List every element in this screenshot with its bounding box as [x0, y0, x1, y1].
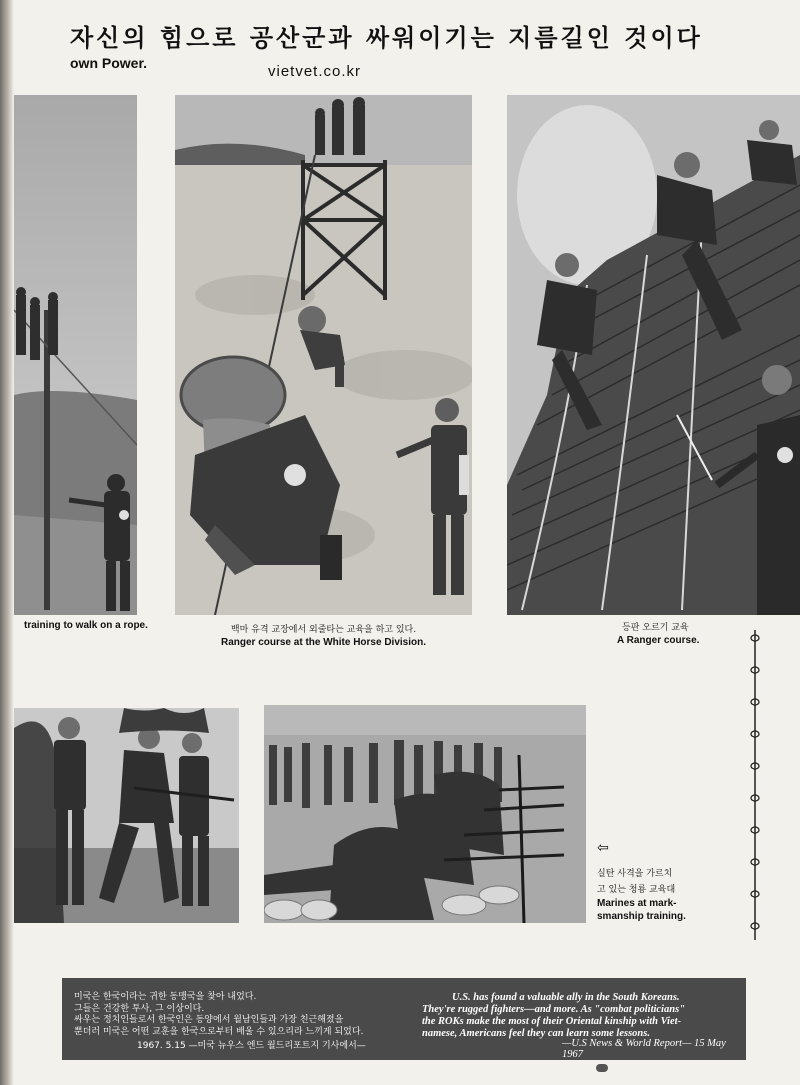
banner-ko-line: 미국은 한국이라는 귀한 동맹국을 찾아 내었다. [74, 992, 257, 1002]
page-headline: 자신의 힘으로 공산군과 싸워이기는 지름길인 것이다 [70, 24, 703, 52]
caption-ranger-ko: 백마 유격 교장에서 외줄타는 교육을 하고 있다. [230, 625, 417, 635]
banner-en-line: U.S. has found a valuable ally in the South Koreans. [452, 992, 680, 1003]
banner-ko-line: 싸우는 정치인들로서 한국인은 동양에서 월남인들과 가장 친근해졌을 [74, 1015, 344, 1025]
caption-ranger-en: Ranger course at the White Horse Division. [220, 637, 427, 648]
banner-english-source: —U.S News & World Report— 15 May 1967 [562, 1038, 726, 1060]
page-mark [596, 1064, 608, 1072]
banner-english-text [422, 992, 737, 1040]
ranger-rope-slide-photo [175, 95, 472, 615]
wall-climb-photo [507, 95, 800, 615]
banner-en-line: namese, Americans feel they can learn some lessons. [422, 1028, 650, 1039]
caption-marines-en-2: smanship training. [597, 911, 686, 922]
caption-marines-en-1: Marines at mark- [597, 898, 677, 909]
camouflage-soldiers-photo [14, 708, 239, 923]
banner-korean-text [74, 992, 419, 1038]
marksmanship-range-photo [264, 705, 586, 923]
page-subhead: own Power. [70, 55, 148, 71]
banner-en-line: the ROKs make the most of their Oriental kinship with Viet- [422, 1016, 682, 1027]
banner-korean-source: 1967. 5.15 —미국 뉴우스 엔드 월드리포트지 기사에서— [137, 1041, 366, 1051]
quote-banner [62, 978, 746, 1060]
caption-wall-ko: 등판 오르기 교육 [622, 623, 689, 633]
caption-wall-en: A Ranger course. [617, 635, 700, 646]
banner-ko-line: 그들은 건강한 투사, 그 이상이다. [74, 1003, 205, 1014]
rope-walk-photo [14, 95, 137, 615]
caption-rope-walk-en: training to walk on a rope. [24, 620, 148, 631]
banner-ko-line: 뿐더러 미국은 어떤 교훈을 한국으로부터 배울 수 있으리라 느끼게 되었다. [74, 1026, 364, 1037]
page-spine [0, 0, 14, 1085]
caption-marines-ko-1: 실탄 사격을 가르치 [597, 869, 673, 879]
banner-en-line: They're rugged fighters—and more. As "combat politicians" [422, 1004, 685, 1015]
arrow-left-icon: ⇦ [597, 840, 609, 856]
caption-marines-ko-2: 고 있는 청룡 교육대 [597, 885, 676, 895]
site-watermark: vietvet.co.kr [268, 63, 362, 80]
rope-decoration [748, 630, 762, 940]
